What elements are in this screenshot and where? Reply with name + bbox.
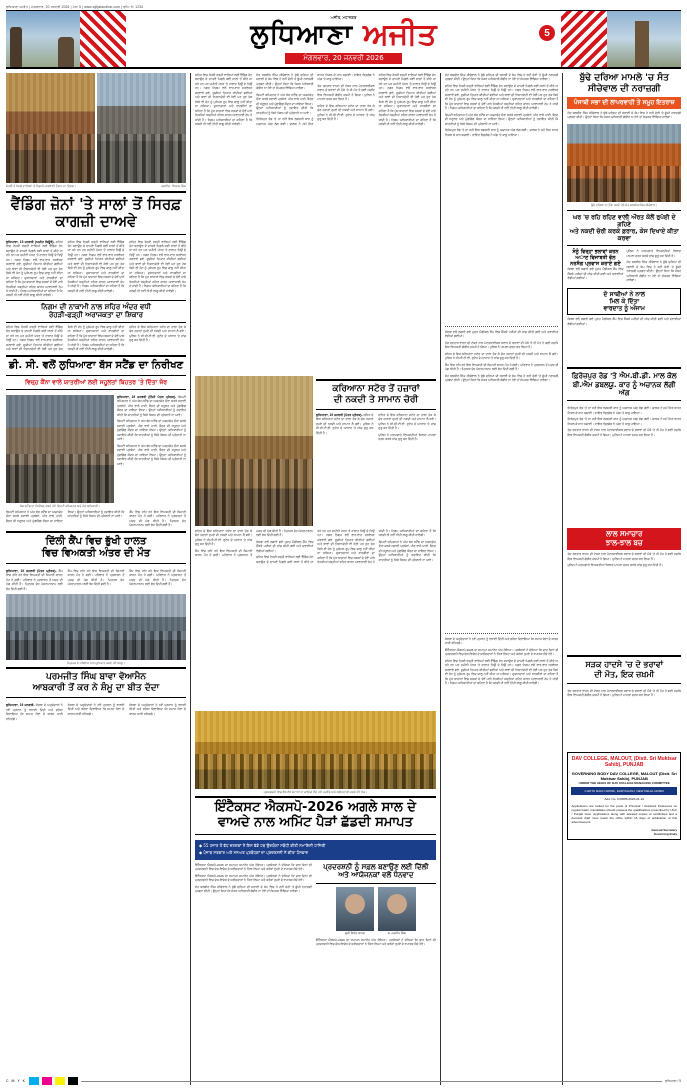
pm-body-text-3: ਸੰਸਥਾ ਦੇ ਅਹੁਦੇਦਾਰਾਂ ਨੇ ਨਵੇਂ ਪ੍ਰਧਾਨ ਨੂੰ ਵਧਾਈ ਦਿੱਤੀ ਅਤੇ ਭਰੋਸਾ ਦਿਵਾਇਆ ਕਿ ਸਮਾਜ ਸੇਵਾ ਦੇ ਕਾਰਜ ਜਾਰੀ ਰਹਿਣਗੇ। (129, 702, 186, 716)
center-t2: ਸੰਤ ਬਲਬੀਰ ਸਿੰਘ ਸੀਚੇਵਾਲ ਨੇ ਬੁੱਢੇ ਦਰਿਆ ਦੀ ਸਫ਼ਾਈ ਦੇ ਕੰਮ ਵਿਚ ਹੋ ਰਹੀ ਦੇਰੀ 'ਤੇ ਡੂੰਘੀ ਨਰਾਜ਼ਗੀ ਪ੍ਰਗਟ ਕੀਤੀ। ਉਨ੍ਹਾਂ ਕਿਹਾ ਕਿ ਜੇਕਰ ਅਧਿਕਾਰੀ ਗੰਭੀਰ ਨਾ ਹੋਏ ਤਾਂ ਸੰਘਰਸ਼ ਵਿੱਢਿਆ ਜਾਵੇਗਾ। (256, 73, 314, 91)
refugee-photo-caption: ਮ੍ਰਿਤਕ ਦੇ ਪਰਿਵਾਰ ਨਾਲ ਮੁਲਾਕਾਤ ਕਰਦੇ ਹੋਏ ਆਗੂ। (67, 661, 125, 666)
brief3-line2: ਮਿਲ ਕੇ ਦਿੱਤਾ (609, 297, 640, 305)
ad-sign-2: Governing Body (653, 831, 678, 836)
colc-7: ਸ਼ਹਿਰ ਦੇ ਇਕ ਕਰਿਆਨਾ ਸਟੋਰ ਦਾ ਤਾਲਾ ਤੋੜ ਕੇ ਚੋਰ ਹਜ਼ਾਰਾਂ ਰੁਪਏ ਦੀ ਨਕਦੀ ਅਤੇ ਸਾਮਾਨ ਲੈ ਗਏ। ਪੁਲਿਸ ਨੇ ਸੀ.ਸੀ.ਟੀ.ਵੀ. ਫੁਟੇਜ ਦੇ ਆਧਾਰ 'ਤੇ ਜਾਂਚ ਸ਼ੁਰੂ ਕਰ ਦਿੱਤੀ ਹੈ। (444, 351, 559, 361)
brief3-body-1: ਸੰਸਥਾ ਵਲੋਂ ਲਗਾਏ ਗਏ ਮੁਫ਼ਤ ਮੈਡੀਕਲ ਕੈਂਪ ਵਿਚ ਸੈਂਕੜੇ ਮਰੀਜ਼ਾਂ ਦੀ ਜਾਂਚ ਕੀਤੀ ਗਈ ਅਤੇ ਦਵਾਈਆਂ ਵੰਡੀਆਂ ਗਈਆਂ। (567, 317, 682, 326)
badge-body (567, 552, 681, 652)
fire-headline-1: ਫ਼ਿਰੋਜ਼ਪੁਰ ਰੋਡ 'ਤੇ ਐਮ.ਬੀ.ਡੀ. ਮਾਲ ਕੋਲ (571, 372, 677, 381)
swatch-black (68, 1077, 78, 1085)
advertisement (567, 752, 681, 840)
lead-body-text: ਸ਼ਹਿਰ ਵਿਚ ਰੇਹੜੀ ਫੜ੍ਹੀ ਵਾਲਿਆਂ ਲਈ ਵੈਂਡਿੰਗ ਜ਼ੋਨ ਬਣਾਉਣ ਦੇ ਦਾਅਵੇ ਪਿਛਲੇ ਕਈ ਸਾਲਾਂ ਤੋਂ ਕੀਤੇ ਜਾ ਰਹੇ ਹਨ ਪਰ ਜ਼ਮੀਨੀ ਪੱਧਰ 'ਤੇ ਹਾਲਾਤ ਜਿਉਂ ਦੇ ਤਿਉਂ ਹਨ। ਨਗਰ ਨਿਗਮ ਵਲੋਂ ਵਾਰ-ਵਾਰ ਸਰਵੇਖਣ ਕਰਵਾਏ ਗਏ, ਸੂਚੀਆਂ ਤਿਆਰ ਕੀਤੀਆਂ ਗਈਆਂ ਅਤੇ ਥਾਵਾਂ ਦੀ ਨਿਸ਼ਾਨਦੇਹੀ ਵੀ ਹੋਈ ਪਰ ਹੁਣ ਤੱਕ ਕਿਸੇ ਵੀ ਜ਼ੋਨ ਨੂੰ ਮੁਕੰਮਲ ਰੂਪ ਵਿਚ ਚਾਲੂ ਨਹੀਂ ਕੀਤਾ ਜਾ ਸਕਿਆ। ਦੁਕਾਨਦਾਰਾਂ ਅਤੇ ਰਾਹਗੀਰਾਂ ਦਾ ਕਹਿਣਾ ਹੈ ਕਿ ਮੁੱਖ ਬਾਜ਼ਾਰਾਂ ਵਿਚ ਸੜਕਾਂ ਦੇ ਦੋਵੇਂ ਪਾਸੇ ਰੇਹੜੀਆਂ ਖੜ੍ਹੀਆਂ ਰਹਿਣ ਕਾਰਨ ਆਵਾਜਾਈ ਠੱਪ ਹੋ ਜਾਂਦੀ ਹੈ। ਨਿਗਮ ਅਧਿਕਾਰੀਆਂ ਦਾ ਕਹਿਣਾ ਹੈ ਕਿ ਜਲਦੀ ਹੀ ਨਵੀਂ ਨੀਤੀ ਲਾਗੂ ਕੀਤੀ ਜਾਵੇਗੀ। (6, 239, 63, 298)
exhibition-sub-2: ਅਤੇ ਆਯੋਜਨਕਾਂ ਵਲੋਂ ਧੰਨਵਾਦ (338, 871, 414, 880)
bus-byline: ਲੁਧਿਆਣਾ, 19 ਜਨਵਰੀ (ਨਿੱਜੀ ਪੱਤਰ ਪ੍ਰੇਰਕ)- (117, 394, 176, 399)
refugee-headline-2: ਵਿਚ ਵਿਅਕਤੀ ਅੰਤਰ ਦੀ ਮੌਤ (41, 547, 151, 559)
sant-body-1: ਸੰਤ ਬਲਬੀਰ ਸਿੰਘ ਸੀਚੇਵਾਲ ਨੇ ਬੁੱਢੇ ਦਰਿਆ ਦੀ ਸਫ਼ਾਈ ਦੇ ਕੰਮ ਵਿਚ ਹੋ ਰਹੀ ਦੇਰੀ 'ਤੇ ਡੂੰਘੀ ਨਰਾਜ਼ਗੀ ਪ੍ਰਗਟ ਕੀਤੀ। ਉਨ੍ਹਾਂ ਕਿਹਾ ਕਿ ਜੇਕਰ ਅਧਿਕਾਰੀ ਗੰਭੀਰ ਨਾ ਹੋਏ ਤਾਂ ਸੰਘਰਸ਼ ਵਿੱਢਿਆ ਜਾਵੇਗਾ। (567, 110, 682, 120)
lead-cont-1: ਸ਼ਹਿਰ ਵਿਚ ਰੇਹੜੀ ਫੜ੍ਹੀ ਵਾਲਿਆਂ ਲਈ ਵੈਂਡਿੰਗ ਜ਼ੋਨ ਬਣਾਉਣ ਦੇ ਦਾਅਵੇ ਪਿਛਲੇ ਕਈ ਸਾਲਾਂ ਤੋਂ ਕੀਤੇ ਜਾ ਰਹੇ ਹਨ ਪਰ ਜ਼ਮੀਨੀ ਪੱਧਰ 'ਤੇ ਹਾਲਾਤ ਜਿਉਂ ਦੇ ਤਿਉਂ ਹਨ। ਨਗਰ ਨਿਗਮ ਵਲੋਂ ਵਾਰ-ਵਾਰ ਸਰਵੇਖਣ ਕਰਵਾਏ ਗਏ, ਸੂਚੀਆਂ ਤਿਆਰ ਕੀਤੀਆਂ ਗਈਆਂ ਅਤੇ ਥਾਵਾਂ ਦੀ ਨਿਸ਼ਾਨਦੇਹੀ ਵੀ ਹੋਈ ਪਰ ਹੁਣ ਤੱਕ ਕਿਸੇ ਵੀ ਜ਼ੋਨ ਨੂੰ ਮੁਕੰਮਲ ਰੂਪ ਵਿਚ ਚਾਲੂ ਨਹੀਂ ਕੀਤਾ ਜਾ ਸਕਿਆ। ਦੁਕਾਨਦਾਰਾਂ ਅਤੇ ਰਾਹਗੀਰਾਂ ਦਾ ਕਹਿਣਾ ਹੈ ਕਿ ਮੁੱਖ ਬਾਜ਼ਾਰਾਂ ਵਿਚ ਸੜਕਾਂ ਦੇ ਦੋਵੇਂ ਪਾਸੇ ਰੇਹੜੀਆਂ ਖੜ੍ਹੀਆਂ ਰਹਿਣ ਕਾਰਨ ਆਵਾਜਾਈ ਠੱਪ ਹੋ ਜਾਂਦੀ ਹੈ। ਨਿਗਮ ਅਧਿਕਾਰੀਆਂ ਦਾ ਕਹਿਣਾ ਹੈ ਕਿ ਜਲਦੀ ਹੀ ਨਵੀਂ ਨੀਤੀ ਲਾਗੂ ਕੀਤੀ ਜਾਵੇਗੀ। (6, 324, 125, 352)
column-left (6, 73, 186, 1085)
center-m3: ਸੰਸਥਾ ਵਲੋਂ ਲਗਾਏ ਗਏ ਮੁਫ਼ਤ ਮੈਡੀਕਲ ਕੈਂਪ ਵਿਚ ਸੈਂਕੜੇ ਮਰੀਜ਼ਾਂ ਦੀ ਜਾਂਚ ਕੀਤੀ ਗਈ ਅਤੇ ਦਵਾਈਆਂ ਵੰਡੀਆਂ ਗਈਆਂ। (256, 539, 314, 553)
colc-3: ਡਿਪਟੀ ਕਮਿਸ਼ਨਰ ਨੇ ਅੱਜ ਬੱਸ ਸਟੈਂਡ ਦਾ ਅਚਨਚੇਤ ਦੌਰਾ ਕਰਕੇ ਸਫ਼ਾਈ ਪ੍ਰਬੰਧਾਂ, ਪੀਣ ਵਾਲੇ ਪਾਣੀ, ਬੈਠਣ ਦੀ ਸਹੂਲਤ ਅਤੇ ਪੁੱਛਗਿੱਛ ਕੇਂਦਰ ਦਾ ਜਾਇਜ਼ਾ ਲਿਆ। ਉਨ੍ਹਾਂ ਅਧਿਕਾਰੀਆਂ ਨੂੰ ਹਦਾਇਤ ਕੀਤੀ ਕਿ ਯਾਤਰੀਆਂ ਨੂੰ ਕਿਸੇ ਕਿਸਮ ਦੀ ਪ੍ਰੇਸ਼ਾਨੀ ਨਾ ਆਵੇ। (444, 112, 559, 126)
exhibition-person-2: ਸ. ਹਰਦੀਪ ਸਿੰਘ (387, 930, 406, 935)
pm-body-text-2: ਸੰਸਥਾ ਦੇ ਅਹੁਦੇਦਾਰਾਂ ਨੇ ਨਵੇਂ ਪ੍ਰਧਾਨ ਨੂੰ ਵਧਾਈ ਦਿੱਤੀ ਅਤੇ ਭਰੋਸਾ ਦਿਵਾਇਆ ਕਿ ਸਮਾਜ ਸੇਵਾ ਦੇ ਕਾਰਜ ਜਾਰੀ ਰਹਿਣਗੇ। (67, 702, 125, 716)
accident-body-1: ਤੇਜ਼ ਰਫ਼ਤਾਰ ਵਾਹਨ ਦੀ ਟੱਕਰ ਨਾਲ ਮੋਟਰਸਾਈਕਲ ਸਵਾਰ ਦੋ ਭਰਾਵਾਂ ਦੀ ਮੌਕੇ 'ਤੇ ਹੀ ਮੌਤ ਹੋ ਗਈ ਜਦਕਿ ਇਕ ਵਿਅਕਤੀ ਗੰਭੀਰ ਜ਼ਖ਼ਮੀ ਹੋ ਗਿਆ। ਪੁਲਿਸ ਨੇ ਮਾਮਲਾ ਦਰਜ ਕਰ ਲਿਆ ਹੈ। (567, 688, 682, 698)
refugee-body-text-3: ਕੈਂਪ ਵਿਚ ਰਹਿ ਰਹੇ ਇਕ ਵਿਅਕਤੀ ਦੀ ਬਿਮਾਰੀ ਕਾਰਨ ਮੌਤ ਹੋ ਗਈ। ਪਰਿਵਾਰ ਨੇ ਪ੍ਰਸ਼ਾਸਨ ਤੋਂ ਮਦਦ ਦੀ ਮੰਗ ਕੀਤੀ ਹੈ। ਮ੍ਰਿਤਕ ਦੇਹ ਪੋਸਟਮਾਰਟਮ ਲਈ ਭੇਜ ਦਿੱਤੀ ਗਈ ਹੈ। (129, 568, 186, 587)
refugee-headline-1: ਦਿੱਲੀ ਕੈਂਪ ਵਿਚ ਭੁੱਖੀ ਹਾਲਤ (45, 535, 147, 547)
bus-body-text: ਡਿਪਟੀ ਕਮਿਸ਼ਨਰ ਨੇ ਅੱਜ ਬੱਸ ਸਟੈਂਡ ਦਾ ਅਚਨਚੇਤ ਦੌਰਾ ਕਰਕੇ ਸਫ਼ਾਈ ਪ੍ਰਬੰਧਾਂ, ਪੀਣ ਵਾਲੇ ਪਾਣੀ, ਬੈਠਣ ਦੀ ਸਹੂਲਤ ਅਤੇ ਪੁੱਛਗਿੱਛ ਕੇਂਦਰ ਦਾ ਜਾਇਜ਼ਾ ਲਿਆ। ਉਨ੍ਹਾਂ ਅਧਿਕਾਰੀਆਂ ਨੂੰ ਹਦਾਇਤ ਕੀਤੀ ਕਿ ਯਾਤਰੀਆਂ ਨੂੰ ਕਿਸੇ ਕਿਸਮ ਦੀ ਪ੍ਰੇਸ਼ਾਨੀ ਨਾ ਆਵੇ। (117, 394, 186, 417)
center-t1: ਸ਼ਹਿਰ ਵਿਚ ਰੇਹੜੀ ਫੜ੍ਹੀ ਵਾਲਿਆਂ ਲਈ ਵੈਂਡਿੰਗ ਜ਼ੋਨ ਬਣਾਉਣ ਦੇ ਦਾਅਵੇ ਪਿਛਲੇ ਕਈ ਸਾਲਾਂ ਤੋਂ ਕੀਤੇ ਜਾ ਰਹੇ ਹਨ ਪਰ ਜ਼ਮੀਨੀ ਪੱਧਰ 'ਤੇ ਹਾਲਾਤ ਜਿਉਂ ਦੇ ਤਿਉਂ ਹਨ। ਨਗਰ ਨਿਗਮ ਵਲੋਂ ਵਾਰ-ਵਾਰ ਸਰਵੇਖਣ ਕਰਵਾਏ ਗਏ, ਸੂਚੀਆਂ ਤਿਆਰ ਕੀਤੀਆਂ ਗਈਆਂ ਅਤੇ ਥਾਵਾਂ ਦੀ ਨਿਸ਼ਾਨਦੇਹੀ ਵੀ ਹੋਈ ਪਰ ਹੁਣ ਤੱਕ ਕਿਸੇ ਵੀ ਜ਼ੋਨ ਨੂੰ ਮੁਕੰਮਲ ਰੂਪ ਵਿਚ ਚਾਲੂ ਨਹੀਂ ਕੀਤਾ ਜਾ ਸਕਿਆ। ਦੁਕਾਨਦਾਰਾਂ ਅਤੇ ਰਾਹਗੀਰਾਂ ਦਾ ਕਹਿਣਾ ਹੈ ਕਿ ਮੁੱਖ ਬਾਜ਼ਾਰਾਂ ਵਿਚ ਸੜਕਾਂ ਦੇ ਦੋਵੇਂ ਪਾਸੇ ਰੇਹੜੀਆਂ ਖੜ੍ਹੀਆਂ ਰਹਿਣ ਕਾਰਨ ਆਵਾਜਾਈ ਠੱਪ ਹੋ ਜਾਂਦੀ ਹੈ। ਨਿਗਮ ਅਧਿਕਾਰੀਆਂ ਦਾ ਕਹਿਣਾ ਹੈ ਕਿ ਜਲਦੀ ਹੀ ਨਵੀਂ ਨੀਤੀ ਲਾਗੂ ਕੀਤੀ ਜਾਵੇਗੀ। (194, 73, 253, 127)
bus-photo (6, 395, 114, 503)
sant-body (567, 111, 681, 122)
brief3-box (567, 288, 681, 316)
masthead-city: ਲੁਧਿਆਣਾ (250, 19, 353, 50)
center-m5: ਡਿਪਟੀ ਕਮਿਸ਼ਨਰ ਨੇ ਅੱਜ ਬੱਸ ਸਟੈਂਡ ਦਾ ਅਚਨਚੇਤ ਦੌਰਾ ਕਰਕੇ ਸਫ਼ਾਈ ਪ੍ਰਬੰਧਾਂ, ਪੀਣ ਵਾਲੇ ਪਾਣੀ, ਬੈਠਣ ਦੀ ਸਹੂਲਤ ਅਤੇ ਪੁੱਛਗਿੱਛ ਕੇਂਦਰ ਦਾ ਜਾਇਜ਼ਾ ਲਿਆ। ਉਨ੍ਹਾਂ ਅਧਿਕਾਰੀਆਂ ਨੂੰ ਹਦਾਇਤ ਕੀਤੀ ਕਿ ਯਾਤਰੀਆਂ ਨੂੰ ਕਿਸੇ ਕਿਸਮ ਦੀ ਪ੍ਰੇਸ਼ਾਨੀ ਨਾ ਆਵੇ। (378, 539, 436, 562)
bus-headline: ਡੀ. ਸੀ. ਵਲੋਂ ਲੁਧਿਆਣਾ ਬੱਸ ਸਟੈਂਡ ਦਾ ਨਿਰੀਖਣ (8, 359, 184, 371)
swatch-magenta (42, 1077, 52, 1085)
lead-cont-2: ਸ਼ਹਿਰ ਦੇ ਇਕ ਕਰਿਆਨਾ ਸਟੋਰ ਦਾ ਤਾਲਾ ਤੋੜ ਕੇ ਚੋਰ ਹਜ਼ਾਰਾਂ ਰੁਪਏ ਦੀ ਨਕਦੀ ਅਤੇ ਸਾਮਾਨ ਲੈ ਗਏ। ਪੁਲਿਸ ਨੇ ਸੀ.ਸੀ.ਟੀ.ਵੀ. ਫੁਟੇਜ ਦੇ ਆਧਾਰ 'ਤੇ ਜਾਂਚ ਸ਼ੁਰੂ ਕਰ ਦਿੱਤੀ ਹੈ। (129, 324, 186, 343)
ad-line-4: CHOTU RAM CHOWK, DARYAGANJ, NEW DELHI-110002 (571, 787, 677, 795)
colc-2: ਸ਼ਹਿਰ ਵਿਚ ਰੇਹੜੀ ਫੜ੍ਹੀ ਵਾਲਿਆਂ ਲਈ ਵੈਂਡਿੰਗ ਜ਼ੋਨ ਬਣਾਉਣ ਦੇ ਦਾਅਵੇ ਪਿਛਲੇ ਕਈ ਸਾਲਾਂ ਤੋਂ ਕੀਤੇ ਜਾ ਰਹੇ ਹਨ ਪਰ ਜ਼ਮੀਨੀ ਪੱਧਰ 'ਤੇ ਹਾਲਾਤ ਜਿਉਂ ਦੇ ਤਿਉਂ ਹਨ। ਨਗਰ ਨਿਗਮ ਵਲੋਂ ਵਾਰ-ਵਾਰ ਸਰਵੇਖਣ ਕਰਵਾਏ ਗਏ, ਸੂਚੀਆਂ ਤਿਆਰ ਕੀਤੀਆਂ ਗਈਆਂ ਅਤੇ ਥਾਵਾਂ ਦੀ ਨਿਸ਼ਾਨਦੇਹੀ ਵੀ ਹੋਈ ਪਰ ਹੁਣ ਤੱਕ ਕਿਸੇ ਵੀ ਜ਼ੋਨ ਨੂੰ ਮੁਕੰਮਲ ਰੂਪ ਵਿਚ ਚਾਲੂ ਨਹੀਂ ਕੀਤਾ ਜਾ ਸਕਿਆ। ਦੁਕਾਨਦਾਰਾਂ ਅਤੇ ਰਾਹਗੀਰਾਂ ਦਾ ਕਹਿਣਾ ਹੈ ਕਿ ਮੁੱਖ ਬਾਜ਼ਾਰਾਂ ਵਿਚ ਸੜਕਾਂ ਦੇ ਦੋਵੇਂ ਪਾਸੇ ਰੇਹੜੀਆਂ ਖੜ੍ਹੀਆਂ ਰਹਿਣ ਕਾਰਨ ਆਵਾਜਾਈ ਠੱਪ ਹੋ ਜਾਂਦੀ ਹੈ। ਨਿਗਮ ਅਧਿਕਾਰੀਆਂ ਦਾ ਕਹਿਣਾ ਹੈ ਕਿ ਜਲਦੀ ਹੀ ਨਵੀਂ ਨੀਤੀ ਲਾਗੂ ਕੀਤੀ ਜਾਵੇਗੀ। (444, 83, 559, 111)
accident-headline-1: ਸੜਕ ਹਾਦਸੇ 'ਚ ਦੋ ਭਰਾਵਾਂ (585, 660, 663, 670)
column-right-2 (567, 73, 681, 1085)
pm-headline-1: ਪਰਮਜੀਤ ਸਿੰਘ ਬਾਵਾ ਵੋਆਮੈਨ (45, 672, 146, 683)
page-footer (6, 1075, 681, 1087)
news-badge (567, 528, 681, 550)
bus-lower-1: ਡਿਪਟੀ ਕਮਿਸ਼ਨਰ ਨੇ ਅੱਜ ਬੱਸ ਸਟੈਂਡ ਦਾ ਅਚਨਚੇਤ ਦੌਰਾ ਕਰਕੇ ਸਫ਼ਾਈ ਪ੍ਰਬੰਧਾਂ, ਪੀਣ ਵਾਲੇ ਪਾਣੀ, ਬੈਠਣ ਦੀ ਸਹੂਲਤ ਅਤੇ ਪੁੱਛਗਿੱਛ ਕੇਂਦਰ ਦਾ ਜਾਇਜ਼ਾ ਲਿਆ। ਉਨ੍ਹਾਂ ਅਧਿਕਾਰੀਆਂ ਨੂੰ ਹਦਾਇਤ ਕੀਤੀ ਕਿ ਯਾਤਰੀਆਂ ਨੂੰ ਕਿਸੇ ਕਿਸਮ ਦੀ ਪ੍ਰੇਸ਼ਾਨੀ ਨਾ ਆਵੇ। (6, 509, 125, 523)
page-number-badge: 5 (539, 25, 555, 41)
swatch-cyan (29, 1077, 39, 1085)
ad-line-5: Add. No. C/95/85-2026-01-19 (604, 797, 644, 802)
refugee-body-text: ਕੈਂਪ ਵਿਚ ਰਹਿ ਰਹੇ ਇਕ ਵਿਅਕਤੀ ਦੀ ਬਿਮਾਰੀ ਕਾਰਨ ਮੌਤ ਹੋ ਗਈ। ਪਰਿਵਾਰ ਨੇ ਪ੍ਰਸ਼ਾਸਨ ਤੋਂ ਮਦਦ ਦੀ ਮੰਗ ਕੀਤੀ ਹੈ। ਮ੍ਰਿਤਕ ਦੇਹ ਪੋਸਟਮਾਰਟਮ ਲਈ ਭੇਜ ਦਿੱਤੀ ਗਈ ਹੈ। (6, 568, 63, 591)
brief1-body-1: ਸੰਸਥਾ ਵਲੋਂ ਲਗਾਏ ਗਏ ਮੁਫ਼ਤ ਮੈਡੀਕਲ ਕੈਂਪ ਵਿਚ ਸੈਂਕੜੇ ਮਰੀਜ਼ਾਂ ਦੀ ਜਾਂਚ ਕੀਤੀ ਗਈ ਅਤੇ ਦਵਾਈਆਂ ਵੰਡੀਆਂ ਗਈਆਂ। (567, 267, 624, 281)
brief2-headline-2: ਅਤੇ ਨਕਦੀ ਚੋਰੀ ਕਰਕੇ ਫ਼ਰਾਰ, ਕੇਸ ਦਿਖਾਏ ਕੀਤਾ ਕਰਵਾ (569, 227, 679, 243)
masthead (6, 10, 681, 69)
ex-l3: ਸੰਤ ਬਲਬੀਰ ਸਿੰਘ ਸੀਚੇਵਾਲ ਨੇ ਬੁੱਢੇ ਦਰਿਆ ਦੀ ਸਫ਼ਾਈ ਦੇ ਕੰਮ ਵਿਚ ਹੋ ਰਹੀ ਦੇਰੀ 'ਤੇ ਡੂੰਘੀ ਨਰਾਜ਼ਗੀ ਪ੍ਰਗਟ ਕੀਤੀ। ਉਨ੍ਹਾਂ ਕਿਹਾ ਕਿ ਜੇਕਰ ਅਧਿਕਾਰੀ ਗੰਭੀਰ ਨਾ ਹੋਏ ਤਾਂ ਸੰਘਰਸ਼ ਵਿੱਢਿਆ ਜਾਵੇਗਾ। (194, 884, 312, 894)
lead-body-text-2: ਸ਼ਹਿਰ ਵਿਚ ਰੇਹੜੀ ਫੜ੍ਹੀ ਵਾਲਿਆਂ ਲਈ ਵੈਂਡਿੰਗ ਜ਼ੋਨ ਬਣਾਉਣ ਦੇ ਦਾਅਵੇ ਪਿਛਲੇ ਕਈ ਸਾਲਾਂ ਤੋਂ ਕੀਤੇ ਜਾ ਰਹੇ ਹਨ ਪਰ ਜ਼ਮੀਨੀ ਪੱਧਰ 'ਤੇ ਹਾਲਾਤ ਜਿਉਂ ਦੇ ਤਿਉਂ ਹਨ। ਨਗਰ ਨਿਗਮ ਵਲੋਂ ਵਾਰ-ਵਾਰ ਸਰਵੇਖਣ ਕਰਵਾਏ ਗਏ, ਸੂਚੀਆਂ ਤਿਆਰ ਕੀਤੀਆਂ ਗਈਆਂ ਅਤੇ ਥਾਵਾਂ ਦੀ ਨਿਸ਼ਾਨਦੇਹੀ ਵੀ ਹੋਈ ਪਰ ਹੁਣ ਤੱਕ ਕਿਸੇ ਵੀ ਜ਼ੋਨ ਨੂੰ ਮੁਕੰਮਲ ਰੂਪ ਵਿਚ ਚਾਲੂ ਨਹੀਂ ਕੀਤਾ ਜਾ ਸਕਿਆ। ਦੁਕਾਨਦਾਰਾਂ ਅਤੇ ਰਾਹਗੀਰਾਂ ਦਾ ਕਹਿਣਾ ਹੈ ਕਿ ਮੁੱਖ ਬਾਜ਼ਾਰਾਂ ਵਿਚ ਸੜਕਾਂ ਦੇ ਦੋਵੇਂ ਪਾਸੇ ਰੇਹੜੀਆਂ ਖੜ੍ਹੀਆਂ ਰਹਿਣ ਕਾਰਨ ਆਵਾਜਾਈ ਠੱਪ ਹੋ ਜਾਂਦੀ ਹੈ। ਨਿਗਮ ਅਧਿਕਾਰੀਆਂ ਦਾ ਕਹਿਣਾ ਹੈ ਕਿ ਜਲਦੀ ਹੀ ਨਵੀਂ ਨੀਤੀ ਲਾਗੂ ਕੀਤੀ ਜਾਵੇਗੀ। (67, 239, 125, 293)
colc-11: ਇੰਟੈਕਸਟ ਐਕਸਪੋ-2026 ਦਾ ਸਮਾਪਨ ਸਮਾਰੋਹ ਅੱਜ ਹੋਇਆ। ਪ੍ਰਬੰਧਕਾਂ ਨੇ ਦੱਸਿਆ ਕਿ ਚਾਰ ਦਿਨਾਂ ਦੀ ਪ੍ਰਦਰਸ਼ਨੀ ਵਿਚ ਦੇਸ਼-ਵਿਦੇਸ਼ ਦੇ ਖ਼ਰੀਦਦਾਰਾਂ ਨੇ ਹਿੱਸਾ ਲਿਆ ਅਤੇ ਕਰੋੜਾਂ ਰੁਪਏ ਦੇ ਵਪਾਰਕ ਸੌਦੇ ਹੋਏ। (444, 647, 559, 657)
bus-subhead: ਵਿਚ੍ਹ ਕੈਂਨਾ ਵਾਲੇ ਯਾਤਰੀਆਂ ਲਈ ਸਹੂਲਤਾਂ ਬਿਹਤਰ 'ਤੇ ਦਿੱਤਾ ਜ਼ੋਰ (25, 378, 167, 386)
pm-body-text: ਸੰਸਥਾ ਦੇ ਅਹੁਦੇਦਾਰਾਂ ਨੇ ਨਵੇਂ ਪ੍ਰਧਾਨ ਨੂੰ ਵਧਾਈ ਦਿੱਤੀ ਅਤੇ ਭਰੋਸਾ ਦਿਵਾਇਆ ਕਿ ਸਮਾਜ ਸੇਵਾ ਦੇ ਕਾਰਜ ਜਾਰੀ ਰਹਿਣਗੇ। (6, 702, 63, 721)
bus-body (117, 395, 186, 508)
colc-6: ਤੇਜ਼ ਰਫ਼ਤਾਰ ਵਾਹਨ ਦੀ ਟੱਕਰ ਨਾਲ ਮੋਟਰਸਾਈਕਲ ਸਵਾਰ ਦੋ ਭਰਾਵਾਂ ਦੀ ਮੌਕੇ 'ਤੇ ਹੀ ਮੌਤ ਹੋ ਗਈ ਜਦਕਿ ਇਕ ਵਿਅਕਤੀ ਗੰਭੀਰ ਜ਼ਖ਼ਮੀ ਹੋ ਗਿਆ। ਪੁਲਿਸ ਨੇ ਮਾਮਲਾ ਦਰਜ ਕਰ ਲਿਆ ਹੈ। (444, 340, 559, 350)
bus-lower-2: ਕੈਂਪ ਵਿਚ ਰਹਿ ਰਹੇ ਇਕ ਵਿਅਕਤੀ ਦੀ ਬਿਮਾਰੀ ਕਾਰਨ ਮੌਤ ਹੋ ਗਈ। ਪਰਿਵਾਰ ਨੇ ਪ੍ਰਸ਼ਾਸਨ ਤੋਂ ਮਦਦ ਦੀ ਮੰਗ ਕੀਤੀ ਹੈ। ਮ੍ਰਿਤਕ ਦੇਹ ਪੋਸਟਮਾਰਟਮ ਲਈ ਭੇਜ ਦਿੱਤੀ ਗਈ ਹੈ। (129, 509, 186, 528)
fire-headline-2: ਬੀ.ਐਮ ਡਬਲਯੂ. ਕਾਰ ਨੂੰ ਅਚਾਨਕ ਲੱਗੀ ਅੱਗ (572, 380, 676, 398)
masthead-date: ਮੰਗਲਵਾਰ, 20 ਜਨਵਰੀ 2026 (285, 53, 401, 64)
masthead-paper-name: ਅਜੀਤ (363, 16, 437, 52)
accident-headline-2: ਦੀ ਮੌਤ, ਇਕ ਜ਼ਖ਼ਮੀ (594, 670, 655, 680)
store-byline: ਲੁਧਿਆਣਾ, 19 ਜਨਵਰੀ (ਪੱਤਰ ਪ੍ਰੇਰਕ)- (315, 412, 363, 417)
lead-subdeck-line1: ਨਿਗਮ ਦੀ ਨਾਕਾਮੀ ਨਾਲ ਸ਼ਹਿਰ ਅੰਦਰ ਵਧੀ (41, 302, 151, 311)
center-t3: ਡਿਪਟੀ ਕਮਿਸ਼ਨਰ ਨੇ ਅੱਜ ਬੱਸ ਸਟੈਂਡ ਦਾ ਅਚਨਚੇਤ ਦੌਰਾ ਕਰਕੇ ਸਫ਼ਾਈ ਪ੍ਰਬੰਧਾਂ, ਪੀਣ ਵਾਲੇ ਪਾਣੀ, ਬੈਠਣ ਦੀ ਸਹੂਲਤ ਅਤੇ ਪੁੱਛਗਿੱਛ ਕੇਂਦਰ ਦਾ ਜਾਇਜ਼ਾ ਲਿਆ। ਉਨ੍ਹਾਂ ਅਧਿਕਾਰੀਆਂ ਨੂੰ ਹਦਾਇਤ ਕੀਤੀ ਕਿ ਯਾਤਰੀਆਂ ਨੂੰ ਕਿਸੇ ਕਿਸਮ ਦੀ ਪ੍ਰੇਸ਼ਾਨੀ ਨਾ ਆਵੇ। (256, 92, 314, 115)
fire-body-2: ਫ਼ਿਰੋਜ਼ਪੁਰ ਰੋਡ 'ਤੇ ਜਾ ਰਹੀ ਇਕ ਲਗਜ਼ਰੀ ਕਾਰ ਨੂੰ ਅਚਾਨਕ ਅੱਗ ਲੱਗ ਗਈ। ਚਾਲਕ ਨੇ ਸਮੇਂ ਸਿਰ ਬਾਹਰ ਨਿਕਲ ਕੇ ਜਾਨ ਬਚਾਈ। ਫ਼ਾਇਰ ਬ੍ਰਿਗੇਡ ਨੇ ਅੱਗ 'ਤੇ ਕਾਬੂ ਪਾਇਆ। (567, 417, 682, 426)
colc-mid (445, 330, 559, 630)
masthead-center (126, 11, 561, 67)
swatch-yellow (55, 1077, 65, 1085)
store-headline-1: ਕਰਿਆਨਾ ਸਟੋਰ ਤੋਂ ਹਜ਼ਾਰਾਂ (332, 384, 420, 394)
refugee-photo (6, 594, 186, 660)
cmyk-label: C M Y K (6, 1079, 26, 1083)
lead-subdeck-line2: ਰੇਹੜੀ-ਫੜ੍ਹੀ ਅਰਾਜਕਤਾ ਦਾ ਸ਼ਿਕਾਰ (49, 311, 143, 320)
exhibition-headline-2: ਵਾਅਦੇ ਨਾਲ ਅਮਿੱਟ ਪੈੜਾਂ ਛੱਡਦੀ ਸਮਾਪਤ (218, 814, 413, 830)
masthead-right-pattern (561, 11, 607, 67)
store-body-text-2: ਸ਼ਹਿਰ ਦੇ ਇਕ ਕਰਿਆਨਾ ਸਟੋਰ ਦਾ ਤਾਲਾ ਤੋੜ ਕੇ ਚੋਰ ਹਜ਼ਾਰਾਂ ਰੁਪਏ ਦੀ ਨਕਦੀ ਅਤੇ ਸਾਮਾਨ ਲੈ ਗਏ। ਪੁਲਿਸ ਨੇ ਸੀ.ਸੀ.ਟੀ.ਵੀ. ਫੁਟੇਜ ਦੇ ਆਧਾਰ 'ਤੇ ਜਾਂਚ ਸ਼ੁਰੂ ਕਰ ਦਿੱਤੀ ਹੈ। (378, 412, 436, 431)
footer-note: ਲੁਧਿਆਣਾ / 5 (664, 1079, 681, 1083)
avatar (378, 887, 416, 931)
ad-line-1: DAV COLLEGE, MALOUT, (Distt. Sri Muktsar Sahib), PUNJAB (571, 755, 677, 769)
center-mid-text (195, 529, 436, 709)
news-badge-line1: ਲਾਲ ਸਮਾਚਾਰ (606, 530, 643, 539)
lead-photo-caption: ਰੇਹੜੀ ਤੇ ਖੋਮਚੇ ਵਾਲਿਆਂ 'ਤੇ ਨਿਗਮੀ ਕਾਰਵਾਈ ਦੌਰਾਨ ਦਾ ਦ੍ਰਿਸ਼। (6, 184, 76, 188)
bus-body-text-3: ਡਿਪਟੀ ਕਮਿਸ਼ਨਰ ਨੇ ਅੱਜ ਬੱਸ ਸਟੈਂਡ ਦਾ ਅਚਨਚੇਤ ਦੌਰਾ ਕਰਕੇ ਸਫ਼ਾਈ ਪ੍ਰਬੰਧਾਂ, ਪੀਣ ਵਾਲੇ ਪਾਣੀ, ਬੈਠਣ ਦੀ ਸਹੂਲਤ ਅਤੇ ਪੁੱਛਗਿੱਛ ਕੇਂਦਰ ਦਾ ਜਾਇਜ਼ਾ ਲਿਆ। ਉਨ੍ਹਾਂ ਅਧਿਕਾਰੀਆਂ ਨੂੰ ਹਦਾਇਤ ਕੀਤੀ ਕਿ ਯਾਤਰੀਆਂ ਨੂੰ ਕਿਸੇ ਕਿਸਮ ਦੀ ਪ੍ਰੇਸ਼ਾਨੀ ਨਾ ਆਵੇ। (117, 443, 186, 466)
brief2-body-2: ਸੰਤ ਬਲਬੀਰ ਸਿੰਘ ਸੀਚੇਵਾਲ ਨੇ ਬੁੱਢੇ ਦਰਿਆ ਦੀ ਸਫ਼ਾਈ ਦੇ ਕੰਮ ਵਿਚ ਹੋ ਰਹੀ ਦੇਰੀ 'ਤੇ ਡੂੰਘੀ ਨਰਾਜ਼ਗੀ ਪ੍ਰਗਟ ਕੀਤੀ। ਉਨ੍ਹਾਂ ਕਿਹਾ ਕਿ ਜੇਕਰ ਅਧਿਕਾਰੀ ਗੰਭੀਰ ਨਾ ਹੋਏ ਤਾਂ ਸੰਘਰਸ਼ ਵਿੱਢਿਆ ਜਾਵੇਗਾ। (626, 260, 682, 283)
brief2-headline-1: ਘਰ 'ਚ ਰਹਿ ਰਹਿਣ ਵਾਲੀ ਔਰਤ ਕੋਲੋਂ ਰੁਪੱਈ ਦੇ ਗਹਿਣੇ (572, 213, 676, 228)
exhibition-headline-1: ਇੰਟੈਕਸਟ ਐਕਸਪੋ-2026 ਅਗਲੇ ਸਾਲ ਦੇ (214, 800, 416, 815)
fire-body (567, 406, 681, 526)
exhibition-photo (195, 711, 436, 789)
colc-4: ਫ਼ਿਰੋਜ਼ਪੁਰ ਰੋਡ 'ਤੇ ਜਾ ਰਹੀ ਇਕ ਲਗਜ਼ਰੀ ਕਾਰ ਨੂੰ ਅਚਾਨਕ ਅੱਗ ਲੱਗ ਗਈ। ਚਾਲਕ ਨੇ ਸਮੇਂ ਸਿਰ ਬਾਹਰ ਨਿਕਲ ਕੇ ਜਾਨ ਬਚਾਈ। ਫ਼ਾਇਰ ਬ੍ਰਿਗੇਡ ਨੇ ਅੱਗ 'ਤੇ ਕਾਬੂ ਪਾਇਆ। (444, 128, 559, 137)
sant-photo (567, 124, 681, 202)
brief1-headline-2: ਅਾਣ ਵਿਜਾਬਤੀ ਵੱਲ (575, 255, 616, 262)
lead-byline: ਲੁਧਿਆਣਾ, 19 ਜਨਵਰੀ (ਅਜੀਤ ਬਿਊਰੋ)- (6, 239, 55, 244)
brief3-line1: ਦੋ ਸਾਥੀਆਂ ਨੇ ਨਾਲ (603, 290, 645, 298)
refugee-byline: ਲੁਧਿਆਣਾ, 19 ਜਨਵਰੀ (ਪੱਤਰ ਪ੍ਰੇਰਕ)- (6, 568, 57, 573)
exhibition-body-left (195, 863, 312, 949)
masthead-left-pattern (80, 11, 126, 67)
sant-orange-bar: ਪੰਜਾਬੀ ਸਭਾ ਦੀ ਲਾਪਰਵਾਹੀ ਤੇ ਸਮੂਹ ਇਤਰਾਜ਼ (567, 97, 681, 109)
colc-9: ਸੰਤ ਬਲਬੀਰ ਸਿੰਘ ਸੀਚੇਵਾਲ ਨੇ ਬੁੱਢੇ ਦਰਿਆ ਦੀ ਸਫ਼ਾਈ ਦੇ ਕੰਮ ਵਿਚ ਹੋ ਰਹੀ ਦੇਰੀ 'ਤੇ ਡੂੰਘੀ ਨਰਾਜ਼ਗੀ ਪ੍ਰਗਟ ਕੀਤੀ। ਉਨ੍ਹਾਂ ਕਿਹਾ ਕਿ ਜੇਕਰ ਅਧਿਕਾਰੀ ਗੰਭੀਰ ਨਾ ਹੋਏ ਤਾਂ ਸੰਘਰਸ਼ ਵਿੱਢਿਆ ਜਾਵੇਗਾ। (444, 373, 559, 383)
pm-headline-2: ਆਬਕਾਰੀ ਤੋਂ ਕਰ ਨੇ ਸ਼ੰਮੂ ਦਾ ਬੀਤ ਦੱਦਾ (32, 683, 160, 694)
ad-line-2: GOVERNING BODY DAV COLLEGE, MALOUT (Distt. Sri Muktsar Sahib), PUNJAB (571, 770, 677, 781)
ex-l1: ਇੰਟੈਕਸਟ ਐਕਸਪੋ-2026 ਦਾ ਸਮਾਪਨ ਸਮਾਰੋਹ ਅੱਜ ਹੋਇਆ। ਪ੍ਰਬੰਧਕਾਂ ਨੇ ਦੱਸਿਆ ਕਿ ਚਾਰ ਦਿਨਾਂ ਦੀ ਪ੍ਰਦਰਸ਼ਨੀ ਵਿਚ ਦੇਸ਼-ਵਿਦੇਸ਼ ਦੇ ਖ਼ਰੀਦਦਾਰਾਂ ਨੇ ਹਿੱਸਾ ਲਿਆ ਅਤੇ ਕਰੋੜਾਂ ਰੁਪਏ ਦੇ ਵਪਾਰਕ ਸੌਦੇ ਹੋਏ। (194, 862, 312, 872)
sant-photo-caption: ਬੁੱਢੇ ਦਰਿਆ ਦਾ ਦੌਰਾ ਕਰਦੇ ਹੋਏ ਸੰਤ ਬਲਬੀਰ ਸਿੰਘ ਸੀਚੇਵਾਲ। (591, 202, 658, 207)
brief1-body (567, 267, 623, 280)
column-right-1 (445, 73, 559, 1085)
column-center (195, 73, 436, 1085)
center-t4: ਫ਼ਿਰੋਜ਼ਪੁਰ ਰੋਡ 'ਤੇ ਜਾ ਰਹੀ ਇਕ ਲਗਜ਼ਰੀ ਕਾਰ ਨੂੰ ਅਚਾਨਕ ਅੱਗ ਲੱਗ ਗਈ। ਚਾਲਕ ਨੇ ਸਮੇਂ ਸਿਰ ਬਾਹਰ ਨਿਕਲ ਕੇ ਜਾਨ ਬਚਾਈ। ਫ਼ਾਇਰ ਬ੍ਰਿਗੇਡ ਨੇ ਅੱਗ 'ਤੇ ਕਾਬੂ ਪਾਇਆ। (256, 73, 375, 126)
exhibition-person-1: ਸ਼੍ਰੀ ਵਿਨੋਦ ਥਾਪਰ (345, 930, 365, 935)
ex-r1: ਇੰਟੈਕਸਟ ਐਕਸਪੋ-2026 ਦਾ ਸਮਾਪਨ ਸਮਾਰੋਹ ਅੱਜ ਹੋਇਆ। ਪ੍ਰਬੰਧਕਾਂ ਨੇ ਦੱਸਿਆ ਕਿ ਚਾਰ ਦਿਨਾਂ ਦੀ ਪ੍ਰਦਰਸ਼ਨੀ ਵਿਚ ਦੇਸ਼-ਵਿਦੇਸ਼ ਦੇ ਖ਼ਰੀਦਦਾਰਾਂ ਨੇ ਹਿੱਸਾ ਲਿਆ ਅਤੇ ਕਰੋੜਾਂ ਰੁਪਏ ਦੇ ਵਪਾਰਕ ਸੌਦੇ ਹੋਏ। (315, 937, 436, 947)
center-m4: ਸ਼ਹਿਰ ਵਿਚ ਰੇਹੜੀ ਫੜ੍ਹੀ ਵਾਲਿਆਂ ਲਈ ਵੈਂਡਿੰਗ ਜ਼ੋਨ ਬਣਾਉਣ ਦੇ ਦਾਅਵੇ ਪਿਛਲੇ ਕਈ ਸਾਲਾਂ ਤੋਂ ਕੀਤੇ ਜਾ ਰਹੇ ਹਨ ਪਰ ਜ਼ਮੀਨੀ ਪੱਧਰ 'ਤੇ ਹਾਲਾਤ ਜਿਉਂ ਦੇ ਤਿਉਂ ਹਨ। ਨਗਰ ਨਿਗਮ ਵਲੋਂ ਵਾਰ-ਵਾਰ ਸਰਵੇਖਣ ਕਰਵਾਏ ਗਏ, ਸੂਚੀਆਂ ਤਿਆਰ ਕੀਤੀਆਂ ਗਈਆਂ ਅਤੇ ਥਾਵਾਂ ਦੀ ਨਿਸ਼ਾਨਦੇਹੀ ਵੀ ਹੋਈ ਪਰ ਹੁਣ ਤੱਕ ਕਿਸੇ ਵੀ ਜ਼ੋਨ ਨੂੰ ਮੁਕੰਮਲ ਰੂਪ ਵਿਚ ਚਾਲੂ ਨਹੀਂ ਕੀਤਾ ਜਾ ਸਕਿਆ। ਦੁਕਾਨਦਾਰਾਂ ਅਤੇ ਰਾਹਗੀਰਾਂ ਦਾ ਕਹਿਣਾ ਹੈ ਕਿ ਮੁੱਖ ਬਾਜ਼ਾਰਾਂ ਵਿਚ ਸੜਕਾਂ ਦੇ ਦੋਵੇਂ ਪਾਸੇ ਰੇਹੜੀਆਂ ਖੜ੍ਹੀਆਂ ਰਹਿਣ ਕਾਰਨ ਆਵਾਜਾਈ ਠੱਪ ਹੋ ਜਾਂਦੀ ਹੈ। ਨਿਗਮ ਅਧਿਕਾਰੀਆਂ ਦਾ ਕਹਿਣਾ ਹੈ ਕਿ ਜਲਦੀ ਹੀ ਨਵੀਂ ਨੀਤੀ ਲਾਗੂ ਕੀਤੀ ਜਾਵੇਗੀ। (256, 529, 436, 565)
lead-photo-credit: ਤਸਵੀਰ : ਵਿਕਾਸ ਸਿੰਘ (161, 184, 186, 188)
exhibition-bullet-0: ◆ 55 ਹਜ਼ਾਰ ਤੋਂ ਵੱਧ ਦਰਸ਼ਕਾਂ ਨੇ ਇਸ ਵੱਡੇ ਹਥ ਉਦਯੋਗਾਂ ਸਬੰਧੀ ਕੀਤੀ ਨਮਾਇਸ਼ੀ ਹਾਜ਼ਿਰੀ (198, 842, 326, 848)
center-t5: ਤੇਜ਼ ਰਫ਼ਤਾਰ ਵਾਹਨ ਦੀ ਟੱਕਰ ਨਾਲ ਮੋਟਰਸਾਈਕਲ ਸਵਾਰ ਦੋ ਭਰਾਵਾਂ ਦੀ ਮੌਕੇ 'ਤੇ ਹੀ ਮੌਤ ਹੋ ਗਈ ਜਦਕਿ ਇਕ ਵਿਅਕਤੀ ਗੰਭੀਰ ਜ਼ਖ਼ਮੀ ਹੋ ਗਿਆ। ਪੁਲਿਸ ਨੇ ਮਾਮਲਾ ਦਰਜ ਕਰ ਲਿਆ ਹੈ। (317, 83, 375, 102)
bus-body-text-2: ਡਿਪਟੀ ਕਮਿਸ਼ਨਰ ਨੇ ਅੱਜ ਬੱਸ ਸਟੈਂਡ ਦਾ ਅਚਨਚੇਤ ਦੌਰਾ ਕਰਕੇ ਸਫ਼ਾਈ ਪ੍ਰਬੰਧਾਂ, ਪੀਣ ਵਾਲੇ ਪਾਣੀ, ਬੈਠਣ ਦੀ ਸਹੂਲਤ ਅਤੇ ਪੁੱਛਗਿੱਛ ਕੇਂਦਰ ਦਾ ਜਾਇਜ਼ਾ ਲਿਆ। ਉਨ੍ਹਾਂ ਅਧਿਕਾਰੀਆਂ ਨੂੰ ਹਦਾਇਤ ਕੀਤੀ ਕਿ ਯਾਤਰੀਆਂ ਨੂੰ ਕਿਸੇ ਕਿਸਮ ਦੀ ਪ੍ਰੇਸ਼ਾਨੀ ਨਾ ਆਵੇ। (117, 419, 186, 442)
brief3-line3: ਵਾਰਦਾਤ ਨੂੰ ਅੰਜਾਮ (603, 305, 645, 313)
lead-photo-1 (6, 73, 95, 183)
print-header-line: ਲੁਧਿਆਣਾ ਅਜੀਤ | ਮੰਗਲਵਾਰ, 20 ਜਨਵਰੀ 2026 | ਪੰਨਾ 5 | www.ajitjalandhar.com | ਰਜਿ: ਨੰ: 1234 (6, 5, 144, 9)
lead-headline: ਵੈਂਡਿੰਗ ਜ਼ੋਨਾਂ 'ਤੇ ਸਾਲਾਂ ਤੋਂ ਸਿਰਫ਼ ਕਾਗਜ਼ੀ ਦਾਅਵੇ (10, 195, 182, 231)
bus-body-lower (6, 510, 186, 528)
bus-photo-caption: ਬੱਸ ਸਟੈਂਡ ਦਾ ਨਿਰੀਖਣ ਕਰਦੇ ਹੋਏ ਡਿਪਟੀ ਕਮਿਸ਼ਨਰ ਅਤੇ ਹੋਰ ਅਧਿਕਾਰੀ। (20, 503, 100, 508)
lead-body (6, 240, 186, 298)
brief2-body-1: ਪੁਲਿਸ ਨੇ ਅਣਪਛਾਤੇ ਵਿਅਕਤੀਆਂ ਖ਼ਿਲਾਫ਼ ਮਾਮਲਾ ਦਰਜ ਕਰਕੇ ਜਾਂਚ ਸ਼ੁਰੂ ਕਰ ਦਿੱਤੀ ਹੈ। (626, 249, 682, 258)
refugee-body-text-2: ਕੈਂਪ ਵਿਚ ਰਹਿ ਰਹੇ ਇਕ ਵਿਅਕਤੀ ਦੀ ਬਿਮਾਰੀ ਕਾਰਨ ਮੌਤ ਹੋ ਗਈ। ਪਰਿਵਾਰ ਨੇ ਪ੍ਰਸ਼ਾਸਨ ਤੋਂ ਮਦਦ ਦੀ ਮੰਗ ਕੀਤੀ ਹੈ। ਮ੍ਰਿਤਕ ਦੇਹ ਪੋਸਟਮਾਰਟਮ ਲਈ ਭੇਜ ਦਿੱਤੀ ਗਈ ਹੈ। (67, 568, 125, 587)
exhibition-sub-1: ਪ੍ਰਦਰਸ਼ਨੀ ਨੂੰ ਸਫ਼ਲ ਬਣਾਉਣ ਲਈ ਦਿੱਲੀ (323, 862, 429, 871)
fire-body-1: ਫ਼ਿਰੋਜ਼ਪੁਰ ਰੋਡ 'ਤੇ ਜਾ ਰਹੀ ਇਕ ਲਗਜ਼ਰੀ ਕਾਰ ਨੂੰ ਅਚਾਨਕ ਅੱਗ ਲੱਗ ਗਈ। ਚਾਲਕ ਨੇ ਸਮੇਂ ਸਿਰ ਬਾਹਰ ਨਿਕਲ ਕੇ ਜਾਨ ਬਚਾਈ। ਫ਼ਾਇਰ ਬ੍ਰਿਗੇਡ ਨੇ ਅੱਗ 'ਤੇ ਕਾਬੂ ਪਾਇਆ। (567, 406, 682, 415)
pm-byline: ਲੁਧਿਆਣਾ, 19 ਜਨਵਰੀ- (6, 702, 35, 707)
lead-body-continued (6, 325, 186, 352)
exhibition-bullets (195, 840, 436, 860)
store-body (316, 413, 436, 442)
store-body-text-3: ਪੁਲਿਸ ਨੇ ਅਣਪਛਾਤੇ ਵਿਅਕਤੀਆਂ ਖ਼ਿਲਾਫ਼ ਮਾਮਲਾ ਦਰਜ ਕਰਕੇ ਜਾਂਚ ਸ਼ੁਰੂ ਕਰ ਦਿੱਤੀ ਹੈ। (378, 432, 436, 442)
colc-top (445, 73, 559, 323)
avatar (336, 887, 374, 931)
brief1-headline-3: ਨਰਸੰਗ ਪ੍ਰਵਾਸ ਕਰਾਏ ਗਏ (570, 261, 621, 268)
brief1-headline-1: ਸੋਨੂੰ ਵਿਰ੍ਹਾ ਭਲਾਵਾਂ ਕਰਨ (572, 249, 619, 256)
colc-8: ਕੈਂਪ ਵਿਚ ਰਹਿ ਰਹੇ ਇਕ ਵਿਅਕਤੀ ਦੀ ਬਿਮਾਰੀ ਕਾਰਨ ਮੌਤ ਹੋ ਗਈ। ਪਰਿਵਾਰ ਨੇ ਪ੍ਰਸ਼ਾਸਨ ਤੋਂ ਮਦਦ ਦੀ ਮੰਗ ਕੀਤੀ ਹੈ। ਮ੍ਰਿਤਕ ਦੇਹ ਪੋਸਟਮਾਰਟਮ ਲਈ ਭੇਜ ਦਿੱਤੀ ਗਈ ਹੈ। (444, 362, 559, 372)
news-badge-line2: ਝਾਲ-ਝਾਲ ਬਚ (605, 539, 643, 548)
sant-headline: ਬੁੱਢੇ ਦਰਿਆ ਮਾਮਲੇ 'ਚ ਸੰਤ ਸੀਚੇਵਾਲ ਦੀ ਨਰਾਜ਼ਗੀ (579, 73, 669, 94)
pm-body (6, 703, 186, 721)
masthead-left-photo (6, 11, 80, 67)
refugee-body (6, 569, 186, 592)
exhibition-photo-caption: ਪ੍ਰਦਰਸ਼ਨੀ ਵਿਚ ਵੱਖ-ਵੱਖ ਸਟਾਲਾਂ ਦਾ ਜਾਇਜ਼ਾ ਲੈਂਦੇ ਹੋਏ ਪਤਵੰਤੇ ਅਤੇ ਖ਼ਰੀਦਦਾਰੀ ਕਰਦੇ ਹੋਏ ਲੋਕ। (263, 790, 368, 794)
center-t7: ਸ਼ਹਿਰ ਵਿਚ ਰੇਹੜੀ ਫੜ੍ਹੀ ਵਾਲਿਆਂ ਲਈ ਵੈਂਡਿੰਗ ਜ਼ੋਨ ਬਣਾਉਣ ਦੇ ਦਾਅਵੇ ਪਿਛਲੇ ਕਈ ਸਾਲਾਂ ਤੋਂ ਕੀਤੇ ਜਾ ਰਹੇ ਹਨ ਪਰ ਜ਼ਮੀਨੀ ਪੱਧਰ 'ਤੇ ਹਾਲਾਤ ਜਿਉਂ ਦੇ ਤਿਉਂ ਹਨ। ਨਗਰ ਨਿਗਮ ਵਲੋਂ ਵਾਰ-ਵਾਰ ਸਰਵੇਖਣ ਕਰਵਾਏ ਗਏ, ਸੂਚੀਆਂ ਤਿਆਰ ਕੀਤੀਆਂ ਗਈਆਂ ਅਤੇ ਥਾਵਾਂ ਦੀ ਨਿਸ਼ਾਨਦੇਹੀ ਵੀ ਹੋਈ ਪਰ ਹੁਣ ਤੱਕ ਕਿਸੇ ਵੀ ਜ਼ੋਨ ਨੂੰ ਮੁਕੰਮਲ ਰੂਪ ਵਿਚ ਚਾਲੂ ਨਹੀਂ ਕੀਤਾ ਜਾ ਸਕਿਆ। ਦੁਕਾਨਦਾਰਾਂ ਅਤੇ ਰਾਹਗੀਰਾਂ ਦਾ ਕਹਿਣਾ ਹੈ ਕਿ ਮੁੱਖ ਬਾਜ਼ਾਰਾਂ ਵਿਚ ਸੜਕਾਂ ਦੇ ਦੋਵੇਂ ਪਾਸੇ ਰੇਹੜੀਆਂ ਖੜ੍ਹੀਆਂ ਰਹਿਣ ਕਾਰਨ ਆਵਾਜਾਈ ਠੱਪ ਹੋ ਜਾਂਦੀ ਹੈ। ਨਿਗਮ ਅਧਿਕਾਰੀਆਂ ਦਾ ਕਹਿਣਾ ਹੈ ਕਿ ਜਲਦੀ ਹੀ ਨਵੀਂ ਨੀਤੀ ਲਾਗੂ ਕੀਤੀ ਜਾਵੇਗੀ। (378, 73, 436, 127)
center-m2: ਕੈਂਪ ਵਿਚ ਰਹਿ ਰਹੇ ਇਕ ਵਿਅਕਤੀ ਦੀ ਬਿਮਾਰੀ ਕਾਰਨ ਮੌਤ ਹੋ ਗਈ। ਪਰਿਵਾਰ ਨੇ ਪ੍ਰਸ਼ਾਸਨ ਤੋਂ ਮਦਦ ਦੀ ਮੰਗ ਕੀਤੀ ਹੈ। ਮ੍ਰਿਤਕ ਦੇਹ ਪੋਸਟਮਾਰਟਮ ਲਈ ਭੇਜ ਦਿੱਤੀ ਗਈ ਹੈ। (194, 529, 314, 558)
colc-10: ਸੰਸਥਾ ਦੇ ਅਹੁਦੇਦਾਰਾਂ ਨੇ ਨਵੇਂ ਪ੍ਰਧਾਨ ਨੂੰ ਵਧਾਈ ਦਿੱਤੀ ਅਤੇ ਭਰੋਸਾ ਦਿਵਾਇਆ ਕਿ ਸਮਾਜ ਸੇਵਾ ਦੇ ਕਾਰਜ ਜਾਰੀ ਰਹਿਣਗੇ। (444, 637, 559, 646)
exhibition-bullet-1: ◆ ਪੰਜਾਬ ਸਰਕਾਰ ਅਤੇ ਸਨਅਤ ਪ੍ਰਬੰਧਕਾਂ ਦਾ ਪ੍ਰਦਰਸ਼ਨੀ ਨੇ ਕੀਤਾ ਧੰਨਵਾਦ (198, 849, 309, 855)
center-t6: ਸ਼ਹਿਰ ਦੇ ਇਕ ਕਰਿਆਨਾ ਸਟੋਰ ਦਾ ਤਾਲਾ ਤੋੜ ਕੇ ਚੋਰ ਹਜ਼ਾਰਾਂ ਰੁਪਏ ਦੀ ਨਕਦੀ ਅਤੇ ਸਾਮਾਨ ਲੈ ਗਏ। ਪੁਲਿਸ ਨੇ ਸੀ.ਸੀ.ਟੀ.ਵੀ. ਫੁਟੇਜ ਦੇ ਆਧਾਰ 'ਤੇ ਜਾਂਚ ਸ਼ੁਰੂ ਕਰ ਦਿੱਤੀ ਹੈ। (317, 103, 375, 122)
store-photo (195, 376, 313, 526)
brief2-body (626, 249, 681, 284)
badge-body-2: ਪੁਲਿਸ ਨੇ ਅਣਪਛਾਤੇ ਵਿਅਕਤੀਆਂ ਖ਼ਿਲਾਫ਼ ਮਾਮਲਾ ਦਰਜ ਕਰਕੇ ਜਾਂਚ ਸ਼ੁਰੂ ਕਰ ਦਿੱਤੀ ਹੈ। (567, 563, 664, 568)
ad-line-3: UNDER THE AEGIS OF DAV COLLEGE MANAGING COMMITTEE (578, 781, 670, 785)
lead-body-text-3: ਸ਼ਹਿਰ ਵਿਚ ਰੇਹੜੀ ਫੜ੍ਹੀ ਵਾਲਿਆਂ ਲਈ ਵੈਂਡਿੰਗ ਜ਼ੋਨ ਬਣਾਉਣ ਦੇ ਦਾਅਵੇ ਪਿਛਲੇ ਕਈ ਸਾਲਾਂ ਤੋਂ ਕੀਤੇ ਜਾ ਰਹੇ ਹਨ ਪਰ ਜ਼ਮੀਨੀ ਪੱਧਰ 'ਤੇ ਹਾਲਾਤ ਜਿਉਂ ਦੇ ਤਿਉਂ ਹਨ। ਨਗਰ ਨਿਗਮ ਵਲੋਂ ਵਾਰ-ਵਾਰ ਸਰਵੇਖਣ ਕਰਵਾਏ ਗਏ, ਸੂਚੀਆਂ ਤਿਆਰ ਕੀਤੀਆਂ ਗਈਆਂ ਅਤੇ ਥਾਵਾਂ ਦੀ ਨਿਸ਼ਾਨਦੇਹੀ ਵੀ ਹੋਈ ਪਰ ਹੁਣ ਤੱਕ ਕਿਸੇ ਵੀ ਜ਼ੋਨ ਨੂੰ ਮੁਕੰਮਲ ਰੂਪ ਵਿਚ ਚਾਲੂ ਨਹੀਂ ਕੀਤਾ ਜਾ ਸਕਿਆ। ਦੁਕਾਨਦਾਰਾਂ ਅਤੇ ਰਾਹਗੀਰਾਂ ਦਾ ਕਹਿਣਾ ਹੈ ਕਿ ਮੁੱਖ ਬਾਜ਼ਾਰਾਂ ਵਿਚ ਸੜਕਾਂ ਦੇ ਦੋਵੇਂ ਪਾਸੇ ਰੇਹੜੀਆਂ ਖੜ੍ਹੀਆਂ ਰਹਿਣ ਕਾਰਨ ਆਵਾਜਾਈ ਠੱਪ ਹੋ ਜਾਂਦੀ ਹੈ। ਨਿਗਮ ਅਧਿਕਾਰੀਆਂ ਦਾ ਕਹਿਣਾ ਹੈ ਕਿ ਜਲਦੀ ਹੀ ਨਵੀਂ ਨੀਤੀ ਲਾਗੂ ਕੀਤੀ ਜਾਵੇਗੀ। (129, 239, 186, 293)
center-top-text (195, 73, 436, 373)
masthead-tagline: ਅਜੀਤ, ਮਹਾਨਗਰ (330, 14, 357, 20)
ad-body: Applications are invited for the posts of Principal / Assistant Professors on regular basis. Candidates should possess the qualifications prescribed by UGC / Punjab Govt. Applications along with attested copies of certificates and a demand draft must reach the office within 15 days of publication of this advertisement. (571, 803, 678, 825)
colc-bottom (445, 637, 559, 1085)
badge-body-1: ਤੇਜ਼ ਰਫ਼ਤਾਰ ਵਾਹਨ ਦੀ ਟੱਕਰ ਨਾਲ ਮੋਟਰਸਾਈਕਲ ਸਵਾਰ ਦੋ ਭਰਾਵਾਂ ਦੀ ਮੌਕੇ 'ਤੇ ਹੀ ਮੌਤ ਹੋ ਗਈ ਜਦਕਿ ਇਕ ਵਿਅਕਤੀ ਗੰਭੀਰ ਜ਼ਖ਼ਮੀ ਹੋ ਗਿਆ। ਪੁਲਿਸ ਨੇ ਮਾਮਲਾ ਦਰਜ ਕਰ ਲਿਆ ਹੈ। (567, 552, 682, 561)
exhibition-body-right (316, 938, 436, 947)
colc-12: ਸ਼ਹਿਰ ਵਿਚ ਰੇਹੜੀ ਫੜ੍ਹੀ ਵਾਲਿਆਂ ਲਈ ਵੈਂਡਿੰਗ ਜ਼ੋਨ ਬਣਾਉਣ ਦੇ ਦਾਅਵੇ ਪਿਛਲੇ ਕਈ ਸਾਲਾਂ ਤੋਂ ਕੀਤੇ ਜਾ ਰਹੇ ਹਨ ਪਰ ਜ਼ਮੀਨੀ ਪੱਧਰ 'ਤੇ ਹਾਲਾਤ ਜਿਉਂ ਦੇ ਤਿਉਂ ਹਨ। ਨਗਰ ਨਿਗਮ ਵਲੋਂ ਵਾਰ-ਵਾਰ ਸਰਵੇਖਣ ਕਰਵਾਏ ਗਏ, ਸੂਚੀਆਂ ਤਿਆਰ ਕੀਤੀਆਂ ਗਈਆਂ ਅਤੇ ਥਾਵਾਂ ਦੀ ਨਿਸ਼ਾਨਦੇਹੀ ਵੀ ਹੋਈ ਪਰ ਹੁਣ ਤੱਕ ਕਿਸੇ ਵੀ ਜ਼ੋਨ ਨੂੰ ਮੁਕੰਮਲ ਰੂਪ ਵਿਚ ਚਾਲੂ ਨਹੀਂ ਕੀਤਾ ਜਾ ਸਕਿਆ। ਦੁਕਾਨਦਾਰਾਂ ਅਤੇ ਰਾਹਗੀਰਾਂ ਦਾ ਕਹਿਣਾ ਹੈ ਕਿ ਮੁੱਖ ਬਾਜ਼ਾਰਾਂ ਵਿਚ ਸੜਕਾਂ ਦੇ ਦੋਵੇਂ ਪਾਸੇ ਰੇਹੜੀਆਂ ਖੜ੍ਹੀਆਂ ਰਹਿਣ ਕਾਰਨ ਆਵਾਜਾਈ ਠੱਪ ਹੋ ਜਾਂਦੀ ਹੈ। ਨਿਗਮ ਅਧਿਕਾਰੀਆਂ ਦਾ ਕਹਿਣਾ ਹੈ ਕਿ ਜਲਦੀ ਹੀ ਨਵੀਂ ਨੀਤੀ ਲਾਗੂ ਕੀਤੀ ਜਾਵੇਗੀ। (444, 658, 559, 686)
accident-body (567, 689, 681, 749)
store-body-text: ਸ਼ਹਿਰ ਦੇ ਇਕ ਕਰਿਆਨਾ ਸਟੋਰ ਦਾ ਤਾਲਾ ਤੋੜ ਕੇ ਚੋਰ ਹਜ਼ਾਰਾਂ ਰੁਪਏ ਦੀ ਨਕਦੀ ਅਤੇ ਸਾਮਾਨ ਲੈ ਗਏ। ਪੁਲਿਸ ਨੇ ਸੀ.ਸੀ.ਟੀ.ਵੀ. ਫੁਟੇਜ ਦੇ ਆਧਾਰ 'ਤੇ ਜਾਂਚ ਸ਼ੁਰੂ ਕਰ ਦਿੱਤੀ ਹੈ। (315, 412, 374, 435)
store-headline-2: ਦੀ ਨਕਦੀ ਤੇ ਸਾਮਾਨ ਚੋਰੀ (333, 394, 419, 405)
brief3-body (567, 317, 681, 365)
lead-photo-2 (97, 73, 186, 183)
ex-l2: ਇੰਟੈਕਸਟ ਐਕਸਪੋ-2026 ਦਾ ਸਮਾਪਨ ਸਮਾਰੋਹ ਅੱਜ ਹੋਇਆ। ਪ੍ਰਬੰਧਕਾਂ ਨੇ ਦੱਸਿਆ ਕਿ ਚਾਰ ਦਿਨਾਂ ਦੀ ਪ੍ਰਦਰਸ਼ਨੀ ਵਿਚ ਦੇਸ਼-ਵਿਦੇਸ਼ ਦੇ ਖ਼ਰੀਦਦਾਰਾਂ ਨੇ ਹਿੱਸਾ ਲਿਆ ਅਤੇ ਕਰੋੜਾਂ ਰੁਪਏ ਦੇ ਵਪਾਰਕ ਸੌਦੇ ਹੋਏ। (194, 873, 312, 883)
fire-body-3: ਤੇਜ਼ ਰਫ਼ਤਾਰ ਵਾਹਨ ਦੀ ਟੱਕਰ ਨਾਲ ਮੋਟਰਸਾਈਕਲ ਸਵਾਰ ਦੋ ਭਰਾਵਾਂ ਦੀ ਮੌਕੇ 'ਤੇ ਹੀ ਮੌਤ ਹੋ ਗਈ ਜਦਕਿ ਇਕ ਵਿਅਕਤੀ ਗੰਭੀਰ ਜ਼ਖ਼ਮੀ ਹੋ ਗਿਆ। ਪੁਲਿਸ ਨੇ ਮਾਮਲਾ ਦਰਜ ਕਰ ਲਿਆ ਹੈ। (567, 428, 682, 437)
ad-sign-1: General Secretary (651, 827, 678, 832)
masthead-right-photo (607, 11, 681, 67)
colc-1: ਸੰਤ ਬਲਬੀਰ ਸਿੰਘ ਸੀਚੇਵਾਲ ਨੇ ਬੁੱਢੇ ਦਰਿਆ ਦੀ ਸਫ਼ਾਈ ਦੇ ਕੰਮ ਵਿਚ ਹੋ ਰਹੀ ਦੇਰੀ 'ਤੇ ਡੂੰਘੀ ਨਰਾਜ਼ਗੀ ਪ੍ਰਗਟ ਕੀਤੀ। ਉਨ੍ਹਾਂ ਕਿਹਾ ਕਿ ਜੇਕਰ ਅਧਿਕਾਰੀ ਗੰਭੀਰ ਨਾ ਹੋਏ ਤਾਂ ਸੰਘਰਸ਼ ਵਿੱਢਿਆ ਜਾਵੇਗਾ। (444, 73, 559, 82)
center-m1: ਸ਼ਹਿਰ ਦੇ ਇਕ ਕਰਿਆਨਾ ਸਟੋਰ ਦਾ ਤਾਲਾ ਤੋੜ ਕੇ ਚੋਰ ਹਜ਼ਾਰਾਂ ਰੁਪਏ ਦੀ ਨਕਦੀ ਅਤੇ ਸਾਮਾਨ ਲੈ ਗਏ। ਪੁਲਿਸ ਨੇ ਸੀ.ਸੀ.ਟੀ.ਵੀ. ਫੁਟੇਜ ਦੇ ਆਧਾਰ 'ਤੇ ਜਾਂਚ ਸ਼ੁਰੂ ਕਰ ਦਿੱਤੀ ਹੈ। (194, 529, 253, 547)
colc-5: ਸੰਸਥਾ ਵਲੋਂ ਲਗਾਏ ਗਏ ਮੁਫ਼ਤ ਮੈਡੀਕਲ ਕੈਂਪ ਵਿਚ ਸੈਂਕੜੇ ਮਰੀਜ਼ਾਂ ਦੀ ਜਾਂਚ ਕੀਤੀ ਗਈ ਅਤੇ ਦਵਾਈਆਂ ਵੰਡੀਆਂ ਗਈਆਂ। (444, 330, 559, 339)
